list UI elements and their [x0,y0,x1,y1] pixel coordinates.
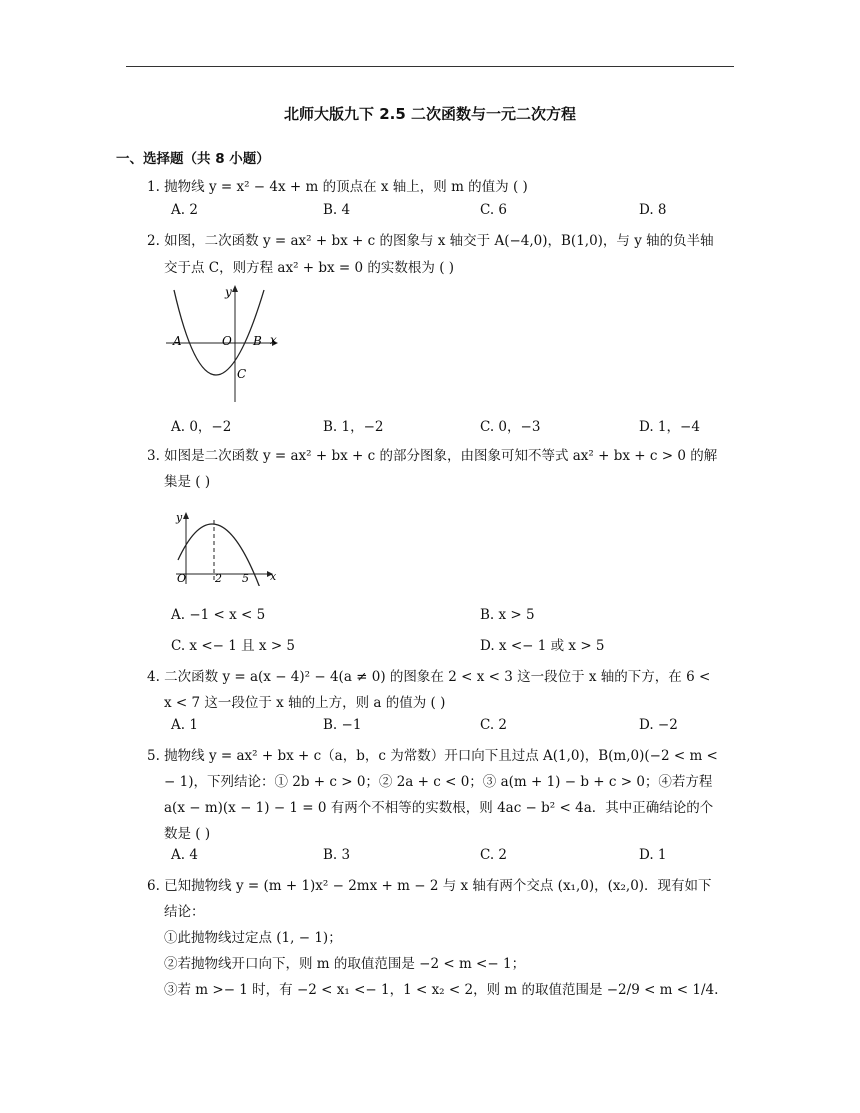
question-3-option-c: C. x <− 1 且 x > 5 [171,638,296,654]
question-3-figure [170,506,282,586]
y-axis-label: y [225,285,232,299]
question-6-line-5: ③若 m >− 1 时，有 −2 < x₁ <− 1，1 < x₂ < 2，则 m 的取值范围是 −2/9 < m < 1/4. [164,982,719,998]
question-5-option-c: C. 2 [480,847,508,863]
x-axis-label: x [270,333,277,347]
question-5-line-4: 数是 ( ) [164,826,211,842]
question-2-line-1: 2. 如图，二次函数 y = ax² + bx + c 的图象与 x 轴交于 A(−4,0)，B(1,0)，与 y 轴的负半轴 [147,233,714,249]
question-6-line-3: ①此抛物线过定点 (1, − 1)； [164,930,342,946]
question-5-option-a: A. 4 [171,847,198,863]
question-5-option-b: B. 3 [323,847,351,863]
question-1-option-d: D. 8 [639,202,667,218]
question-2-line-2: 交于点 C，则方程 ax² + bx = 0 的实数根为 ( ) [164,260,455,276]
y-axis-arrow [183,512,189,519]
question-1-option-b: B. 4 [323,202,351,218]
question-5-line-3: a(x − m)(x − 1) − 1 = 0 有两个不相等的实数根，则 4ac − b² < 4a．其中正确结论的个 [164,800,714,816]
question-4-line-2: x < 7 这一段位于 x 轴的上方，则 a 的值为 ( ) [164,695,446,711]
question-6-line-1: 6. 已知抛物线 y = (m + 1)x² − 2mx + m − 2 与 x 轴有两个交点 (x₁,0)，(x₂,0)．现有如下 [147,878,712,894]
origin-label: O [177,572,187,585]
header-rule [126,66,734,67]
question-4-line-1: 4. 二次函数 y = a(x − 4)² − 4(a ≠ 0) 的图象在 2 < x < 3 这一段位于 x 轴的下方，在 6 < [147,669,711,685]
point-a-label: A [173,334,182,348]
origin-label: O [222,334,232,348]
question-5-line-2: − 1)，下列结论：① 2b + c > 0；② 2a + c < 0；③ a(m + 1) − b + c > 0；④若方程 [164,774,713,790]
question-4-option-a: A. 1 [171,717,198,733]
question-5-option-d: D. 1 [639,847,667,863]
question-1-option-c: C. 6 [480,202,508,218]
question-5-line-1: 5. 抛物线 y = ax² + bx + c（a，b，c 为常数）开口向下且过点 A(1,0)，B(m,0)(−2 < m < [147,748,718,764]
tick-label-5: 5 [242,572,249,585]
question-3-option-b: B. x > 5 [480,607,535,623]
question-3-option-d: D. x <− 1 或 x > 5 [480,638,605,654]
question-3-option-a: A. −1 < x < 5 [171,607,266,623]
point-c-label: C [237,367,247,381]
question-2-option-c: C. 0，−3 [480,419,541,435]
question-4-option-d: D. −2 [639,717,678,733]
question-2-option-b: B. 1，−2 [323,419,384,435]
question-4-option-c: C. 2 [480,717,508,733]
y-axis-arrow [232,285,238,292]
parabola-curve [174,290,264,375]
y-axis-label: y [176,511,183,524]
question-3-line-1: 3. 如图是二次函数 y = ax² + bx + c 的部分图象，由图象可知不等式 ax² + bx + c > 0 的解 [147,448,718,464]
point-b-label: B [253,334,262,348]
question-1-line-1: 1. 抛物线 y = x² − 4x + m 的顶点在 x 轴上，则 m 的值为 ( ) [147,179,528,195]
question-4-option-b: B. −1 [323,717,362,733]
x-axis-label: x [270,570,277,583]
page-title: 北师大版九下 2.5 二次函数与一元二次方程 [283,105,577,123]
question-3-line-2: 集是 ( ) [164,474,211,490]
question-2-option-a: A. 0，−2 [171,419,232,435]
tick-label-2: 2 [215,572,222,585]
question-2-option-d: D. 1，−4 [639,419,700,435]
question-1-option-a: A. 2 [171,202,198,218]
question-2-figure [164,282,284,404]
question-6-line-4: ②若抛物线开口向下，则 m 的取值范围是 −2 < m <− 1； [164,956,526,972]
question-6-line-2: 结论： [164,904,205,920]
section-heading: 一、选择题（共 8 小题） [116,151,270,167]
